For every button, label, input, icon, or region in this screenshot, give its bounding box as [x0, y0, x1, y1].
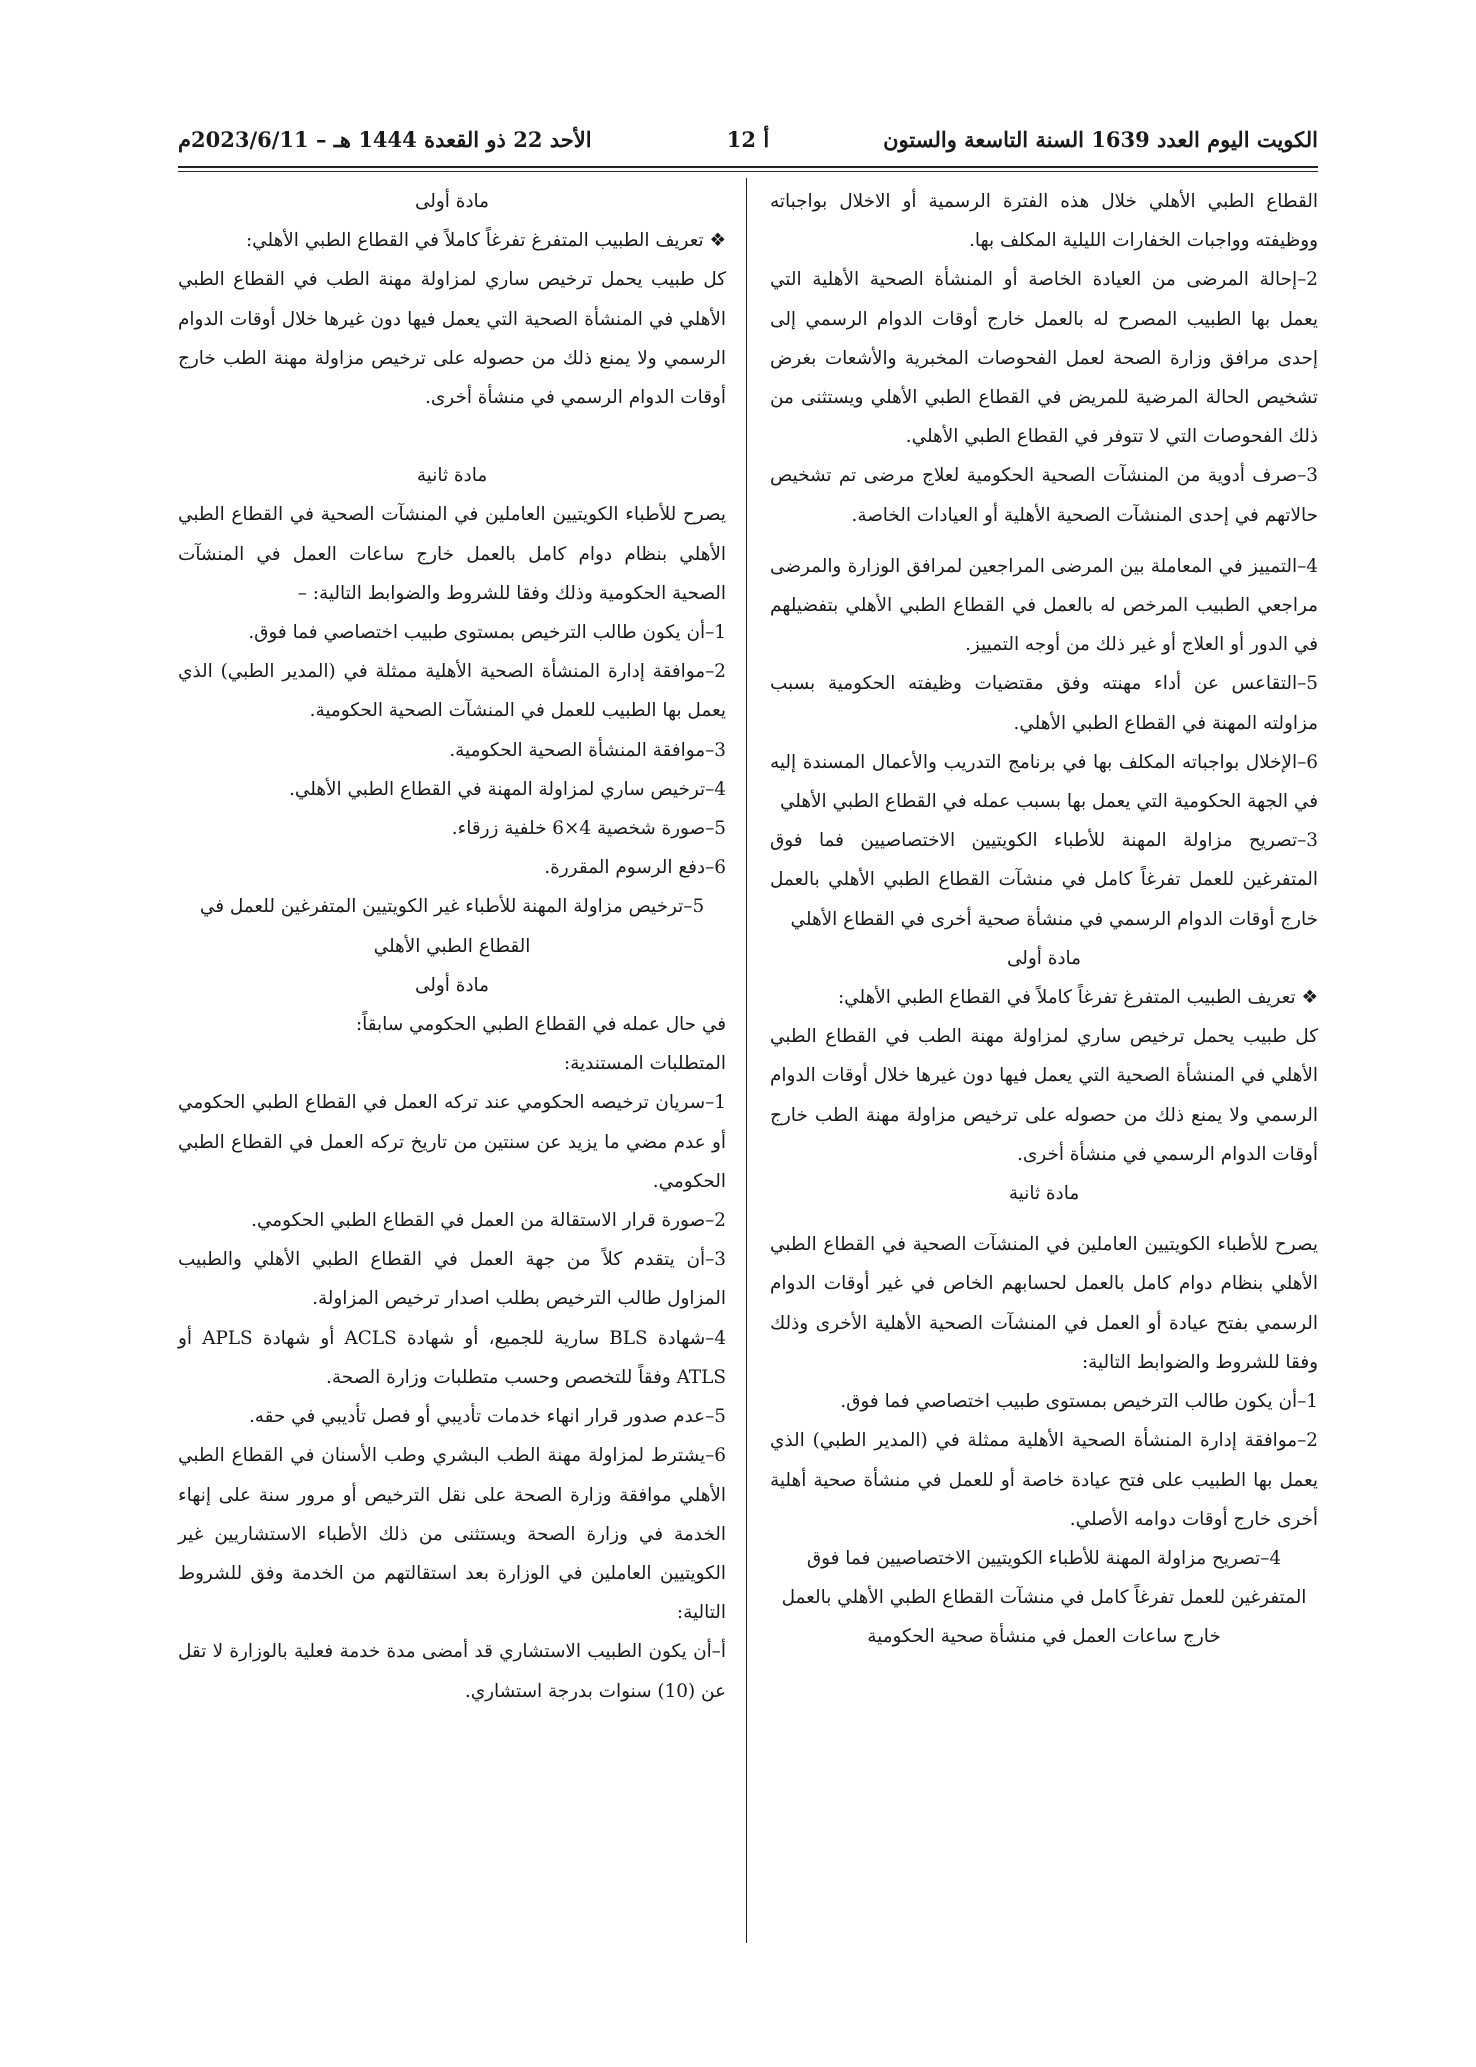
list-item: 5–صورة شخصية 4×6 خلفية زرقاء. — [451, 818, 726, 840]
list-item: 1–أن يكون طالب الترخيص بمستوى طبيب اختصاصي فما فوق. — [248, 622, 726, 644]
list-item: 6–دفع الرسوم المقررة. — [544, 857, 726, 879]
list-item: 2–صورة قرار الاستقالة من العمل في القطاع الطبي الحكومي. — [251, 1210, 726, 1232]
header-date: الأحد 22 ذو القعدة 1444 هـ – 2023/6/11م — [178, 127, 592, 152]
list-item: 4–التمييز في المعاملة بين المرضى المراجعين لمرافق الوزارة والمرضى مراجعي الطبيب المرخص له بالعمل في القطاع الطبي الأهلي بتفضيلهم في الدور أو العلاج أو غير ذلك من أوجه التمييز. — [770, 555, 1318, 656]
definition-heading: ❖ تعريف الطبيب المتفرغ تفرغاً كاملاً في القطاع الطبي الأهلي: — [245, 230, 726, 252]
list-item: 4–شهادة BLS سارية للجميع، أو شهادة ACLS أو شهادة APLS أو ATLS وفقاً للتخصص وحسب متطلبات وزارة الصحة. — [178, 1327, 727, 1388]
list-item: 3–صرف أدوية من المنشآت الصحية الحكومية لعلاج مرضى تم تشخيص حالاتهم في إحدى المنشآت الصحية الأهلية أو العيادات الخاصة. — [770, 465, 1318, 526]
list-item: 2–موافقة إدارة المنشأة الصحية الأهلية ممثلة في (المدير الطبي) الذي يعمل بها الطبيب على فتح عيادة خاصة أو للعمل في منشأة صحية أهلية أخرى خارج أوقات دوامه الأصلي. — [770, 1430, 1318, 1530]
paragraph: يصرح للأطباء الكويتيين العاملين في المنشآت الصحية في القطاع الطبي الأهلي بنظام دوام كامل بالعمل خارج ساعات العمل في المنشآت الصحية الحكومية وذلك وفقا للشروط والضوابط التالية: – — [178, 504, 726, 604]
header-rule-thin — [178, 171, 1318, 172]
paragraph: القطاع الطبي الأهلي خلال هذه الفترة الرسمية أو الاخلال بواجباته ووظيفته وواجبات الخفارات الليلية المكلف بها. — [770, 191, 1318, 252]
paragraph: يصرح للأطباء الكويتيين العاملين في المنشآت الصحية في القطاع الطبي الأهلي بنظام دوام كامل بالعمل لحسابهم الخاص في غير أوقات الدوام الرسمي بفتح عيادة أو العمل في المنشآت الصحية الأهلية الأخرى وذلك وفقا للشروط والضوابط التالية: — [770, 1234, 1318, 1373]
section-heading: 3–تصريح مزاولة المهنة للأطباء الكويتيين الاختصاصيين فما فوق المتفرغين للعمل تفرغاً كامل في منشآت القطاع الطبي الأهلي بالعمل خارج أوقات الدوام الرسمي في منشأة صحية أخرى في القطاع الأهلي — [770, 830, 1318, 930]
list-item: 3–موافقة المنشأة الصحية الحكومية. — [449, 739, 726, 761]
paragraph: كل طبيب يحمل ترخيص ساري لمزاولة مهنة الطب في القطاع الطبي الأهلي في المنشأة الصحية التي يعمل فيها دون غيرها خلال أوقات الدوام الرسمي ولا يمنع ذلك من حصوله على ترخيص مزاولة مهنة الطب خارج أوقات الدوام الرسمي في منشأة أخرى. — [178, 269, 726, 409]
article-title: مادة أولى — [414, 974, 490, 996]
list-item: 5–عدم صدور قرار انهاء خدمات تأديبي أو فصل تأديبي في حقه. — [248, 1406, 726, 1428]
list-item: 5–التقاعس عن أداء مهنته وفق مقتضيات وظيفته الحكومية بسبب مزاولته المهنة في القطاع الطبي الأهلي. — [770, 673, 1318, 734]
list-item: 2–موافقة إدارة المنشأة الصحية الأهلية ممثلة في (المدير الطبي) الذي يعمل بها الطبيب للعمل في المنشآت الصحية الحكومية. — [178, 661, 726, 722]
list-item: 4–ترخيص ساري لمزاولة المهنة في القطاع الطبي الأهلي. — [289, 778, 726, 800]
column-divider — [746, 178, 747, 1943]
section-heading: 4–تصريح مزاولة المهنة للأطباء الكويتيين الاختصاصيين فما فوق المتفرغين للعمل تفرغاً كامل في منشآت القطاع الطبي الأهلي بالعمل خارج ساعات العمل في منشأة صحية الحكومية — [781, 1547, 1307, 1648]
article-title: مادة ثانية — [416, 465, 488, 487]
article-title: مادة أولى — [414, 191, 490, 212]
paragraph: كل طبيب يحمل ترخيص ساري لمزاولة مهنة الطب في القطاع الطبي الأهلي في المنشأة الصحية التي يعمل فيها دون غيرها خلال أوقات الدوام الرسمي ولا يمنع ذلك من حصوله على ترخيص مزاولة مهنة الطب خارج أوقات الدوام الرسمي في منشأة أخرى. — [770, 1026, 1318, 1165]
paragraph: المتطلبات المستندية: — [563, 1053, 726, 1075]
left-column — [178, 182, 726, 1711]
list-item: 6–يشترط لمزاولة مهنة الطب البشري وطب الأسنان في القطاع الطبي الأهلي موافقة وزارة الصحة على نقل الترخيص أو مرور سنة على إنهاء الخدمة في وزارة الصحة ويستثنى من ذلك الأطباء الاستشاريين غير الكويتيين العاملين في الوزارة بعد استقالتهم من الخدمة وفق للشروط التالية: — [178, 1445, 726, 1624]
header-rule-thick — [178, 166, 1318, 168]
header-issue-info: الكويت اليوم العدد 1639 السنة التاسعة والستون — [883, 127, 1318, 152]
list-item: 1–أن يكون طالب الترخيص بمستوى طبيب اختصاصي فما فوق. — [840, 1391, 1318, 1413]
article-title: مادة أولى — [1006, 947, 1082, 969]
paragraph: في حال عمله في القطاع الطبي الحكومي سابقاً: — [355, 1014, 726, 1036]
list-item: أ–أن يكون الطبيب الاستشاري قد أمضى مدة خدمة فعلية بالوزارة لا تقل عن (10) سنوات بدرجة استشاري. — [178, 1641, 726, 1702]
list-item: 2–إحالة المرضى من العيادة الخاصة أو المنشأة الصحية الأهلية التي يعمل بها الطبيب المصرح له بالعمل خارج أوقات الدوام الرسمي إلى إحدى مرافق وزارة الصحة لعمل الفحوصات المخبرية والأشعات بغرض تشخيص الحالة المرضية للمريض في القطاع الطبي الأهلي ويستثنى من ذلك الفحوصات التي لا تتوفر في القطاع الطبي الأهلي. — [770, 269, 1318, 448]
list-item: 6–الإخلال بواجباته المكلف بها في برنامج التدريب والأعمال المسندة إليه في الجهة الحكومية التي يعمل بها بسبب عمله في القطاع الطبي الأهلي — [770, 751, 1318, 813]
right-column — [770, 182, 1318, 1657]
definition-heading: ❖ تعريف الطبيب المتفرغ تفرغاً كاملاً في القطاع الطبي الأهلي: — [837, 987, 1318, 1009]
list-item: 1–سريان ترخيصه الحكومي عند تركه العمل في القطاع الطبي الحكومي أو عدم مضي ما يزيد عن سنتين من تاريخ تركه العمل في القطاع الطبي الحكومي. — [178, 1092, 726, 1192]
list-item: 3–أن يتقدم كلاً من جهة العمل في القطاع الطبي الأهلي والطبيب المزاول طالب الترخيص بطلب اصدار ترخيص المزاولة. — [178, 1249, 726, 1310]
article-title: مادة ثانية — [1008, 1183, 1080, 1205]
section-heading: 5–ترخيص مزاولة المهنة للأطباء غير الكويتيين المتفرغين للعمل في القطاع الطبي الأهلي — [199, 896, 705, 957]
page-header — [178, 118, 1318, 162]
header-page-number: أ 12 — [726, 127, 770, 152]
